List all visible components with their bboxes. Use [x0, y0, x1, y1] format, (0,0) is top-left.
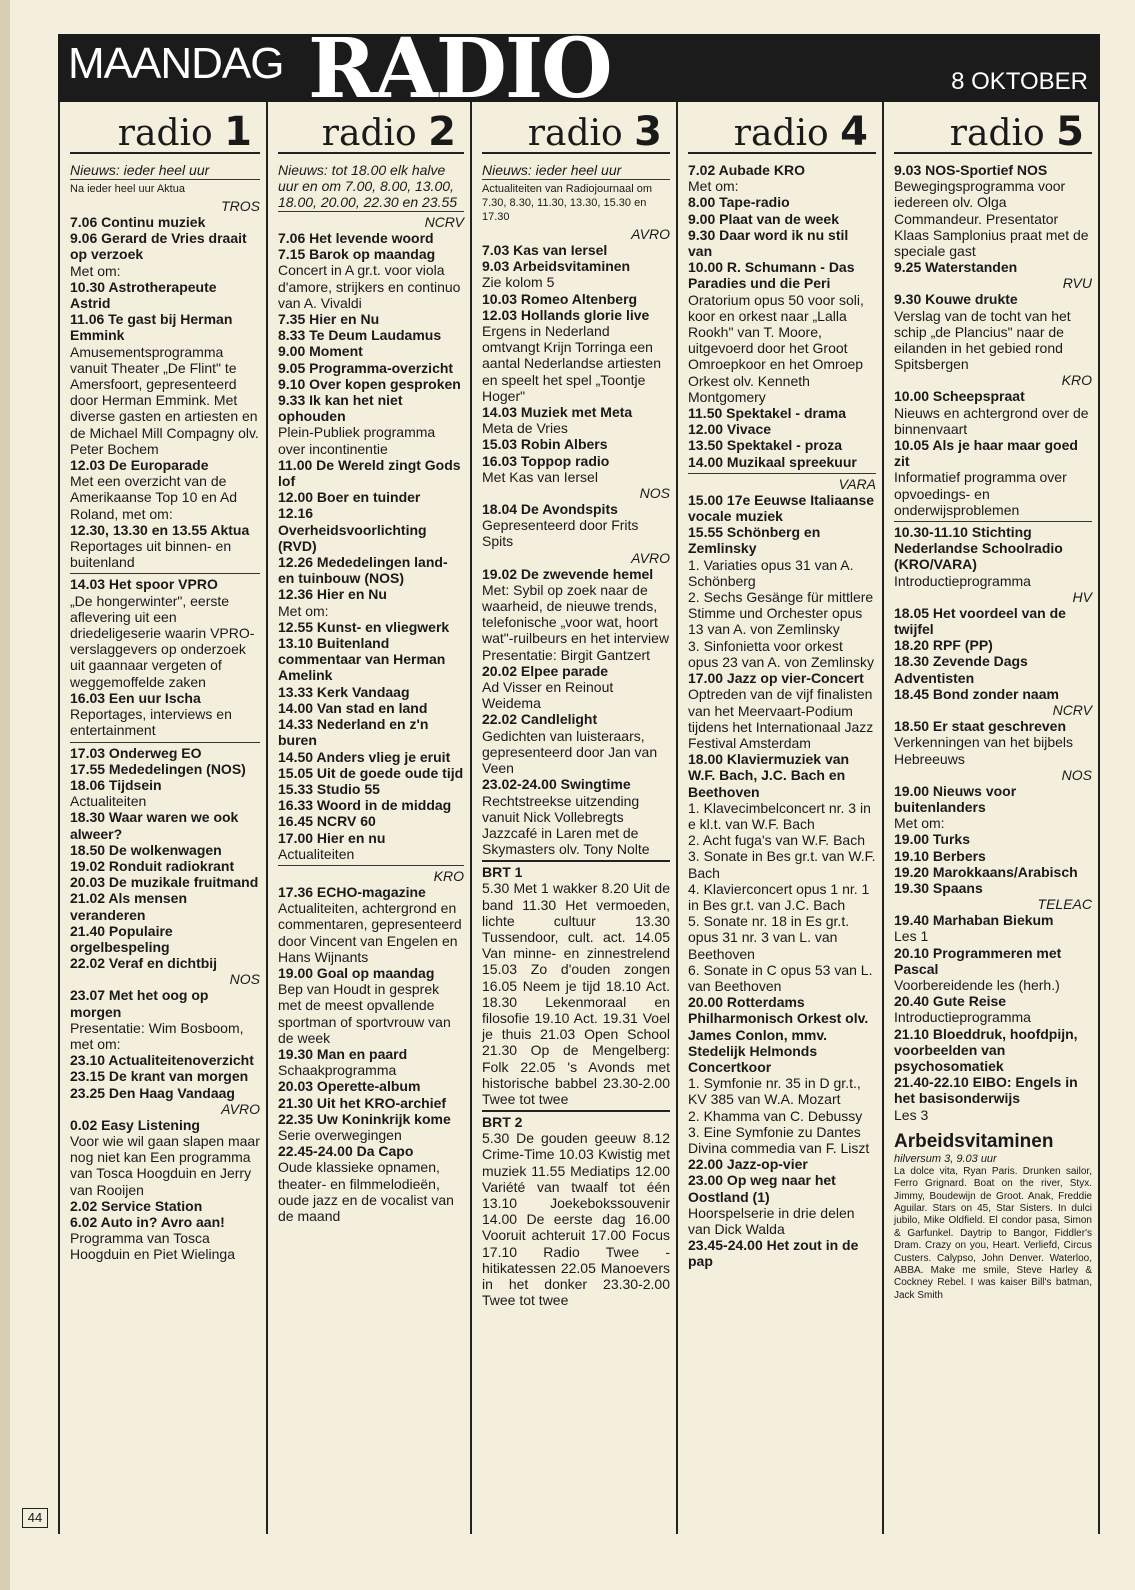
- program-line: 21.30 Uit het KRO-archief: [278, 1094, 447, 1111]
- broadcaster-label: NOS: [639, 485, 670, 502]
- program-line: 12.55 Kunst- en vliegwerk: [278, 618, 450, 635]
- program-line: 11.06 Te gast bij Herman Emmink: [70, 311, 233, 344]
- program-line: Met om:: [688, 178, 739, 195]
- program-line: 1. Symfonie nr. 35 in D gr.t., KV 385 van W.A. Mozart: [688, 1075, 861, 1108]
- program-line: 14.00 Van stad en land: [278, 699, 428, 716]
- program-line: 10.30-11.10 Stichting Nederlandse Schoolradio (KRO/VARA): [894, 524, 1063, 573]
- program-line: Reportages uit binnen- en buitenland: [70, 538, 232, 571]
- program-line: 3. Sonate in Bes gr.t. van W.F. Bach: [688, 848, 876, 881]
- column-radio-2: [266, 102, 470, 1534]
- program-line: Optreden van de vijf finalisten van het Meervaart-Podium tijdens het Internationaal Jazz Festival Amsterdam: [688, 686, 874, 751]
- program-line: 22.00 Jazz-op-vier: [688, 1156, 808, 1173]
- program-line: Programma van Tosca Hoogduin en Piet Wielinga: [70, 1230, 235, 1263]
- program-line: 20.10 Programmeren met Pascal: [894, 944, 1062, 977]
- program-line: 16.03 Toppop radio: [482, 452, 610, 469]
- program-line: 13.50 Spektakel - proza: [688, 437, 843, 454]
- program-line: Plein-Publiek programma over incontinentie: [278, 424, 436, 457]
- program-line: 12.36 Hier en Nu: [278, 586, 387, 603]
- box-title: Arbeidsvitaminen: [894, 1130, 1054, 1152]
- program-line: 14.33 Nederland en z'n buren: [278, 716, 429, 749]
- program-list: [482, 162, 670, 1308]
- program-line: Verslag van de tocht van het schip „de Plancius" naar de eilanden in het gebied rond Spitsbergen: [894, 307, 1071, 373]
- program-line: 3. Sinfonietta voor orkest opus 23 van A. von Zemlinsky: [688, 637, 874, 670]
- program-line: Oude klassieke opnamen, theater- en filmmelodieën, oude jazz en de vocalist van de maand: [278, 1159, 454, 1224]
- program-line: 4. Klavierconcert opus 1 nr. 1 in Bes gr.t. van J.C. Bach: [688, 880, 870, 913]
- program-line: Voorbereidende les (herh.): [894, 976, 1060, 993]
- program-line: 12.30, 13.30 en 13.55 Aktua: [70, 521, 250, 538]
- column-radio-1: [58, 102, 266, 1534]
- program-line: Reportages, interviews en entertainment: [70, 706, 232, 739]
- program-line: 23.00 Op weg naar het Oostland (1): [688, 1172, 836, 1205]
- program-line: Actualiteiten: [278, 845, 355, 862]
- program-line: 7.35 Hier en Nu: [278, 311, 380, 328]
- program-paragraph: 5.30 Met 1 wakker 8.20 Uit de band 11.30 Het vermoeden, lichte cultuur 13.30 Tussendoor, cult. act. 14.05 Van minne- en zinnestrelend 15.03 Zo d'ouden zongen 16.05 Neem je tijd 18.10 Act. 18.30 Lekenmoraal en filosofie 19.10 Act. 19.31 Voel je thuis 21.03 Open School 21.30 Op de Mengelberg: Folk 22.05 's Avonds met historische babbel 23.30-2.00 Twee tot twee: [482, 880, 670, 1107]
- program-line: 1. Variaties opus 31 van A. Schönberg: [688, 556, 854, 589]
- broadcaster-label: TELEAC: [1037, 896, 1092, 913]
- program-line: 15.55 Schönberg en Zemlinsky: [688, 524, 821, 557]
- program-line: Zie kolom 5: [482, 274, 555, 291]
- program-line: 14.00 Muzikaal spreekuur: [688, 453, 857, 470]
- program-line: 22.35 Uw Koninkrijk kome: [278, 1110, 451, 1127]
- broadcaster-label: VARA: [838, 475, 876, 492]
- program-line: 18.00 Klaviermuziek van W.F. Bach, J.C. Bach en Beethoven: [688, 751, 850, 800]
- program-line: Meta de Vries: [482, 420, 568, 437]
- program-line: 19.02 De zwevende hemel: [482, 565, 654, 582]
- divider: [688, 473, 876, 474]
- program-line: 18.04 De Avondspits: [482, 501, 618, 518]
- program-line: 18.50 De wolkenwagen: [70, 841, 222, 858]
- banner-day: MAANDAG: [68, 39, 284, 88]
- program-line: 0.02 Easy Listening: [70, 1116, 200, 1133]
- program-line: 7.06 Het levende woord: [278, 230, 434, 246]
- column-header: radio 4: [688, 102, 876, 154]
- program-line: Bewegingsprogramma voor iedereen olv. Olga Commandeur. Presentator Klaas Samplonius praat met de speciale gast: [894, 178, 1089, 260]
- program-line: 1. Klavecimbelconcert nr. 3 in e kl.t. van W.F. Bach: [688, 799, 871, 832]
- program-line: 9.10 Over kopen gesproken: [278, 375, 461, 392]
- program-line: 12.00 Boer en tuinder: [278, 489, 421, 506]
- station-heading: BRT 2: [482, 1110, 670, 1130]
- column-radio-5: [882, 102, 1100, 1534]
- broadcaster-label: NOS: [229, 971, 260, 988]
- program-line: 15.00 17e Eeuwse Italiaanse vocale muziek: [688, 491, 875, 525]
- program-line: 6. Sonate in C opus 53 van L. van Beethoven: [688, 961, 873, 994]
- program-line: 20.03 De muzikale fruitmand: [70, 874, 259, 891]
- program-line: 13.33 Kerk Vandaag: [278, 683, 410, 700]
- program-line: Actualiteiten, achtergrond en commentaren, gepresenteerd door Vincent van Engelen en Hans Wijnants: [278, 900, 462, 965]
- program-line: 23.15 De krant van morgen: [70, 1068, 249, 1085]
- broadcaster-label: RVU: [1062, 275, 1092, 292]
- program-line: Met: Sybil op zoek naar de waarheid, de nieuwe trends, telefonische „voor wat, hoort wat"-ruilbeurs en het interview Presentatie: Birgit Gantzert: [482, 581, 670, 663]
- program-line: Concert in A gr.t. voor viola d'amore, strijkers en continuo van A. Vivaldi: [278, 262, 461, 311]
- program-line: Introductieprogramma: [894, 1009, 1031, 1026]
- program-line: 21.02 Als mensen veranderen: [70, 890, 187, 923]
- column-header: radio 1: [70, 102, 260, 154]
- divider: [70, 573, 260, 574]
- broadcaster-label: NCRV: [424, 214, 464, 230]
- program-line: 15.33 Studio 55: [278, 780, 380, 797]
- program-line: 7.15 Barok op maandag: [278, 246, 436, 263]
- program-line: 19.00 Goal op maandag: [278, 964, 435, 981]
- program-list: [278, 162, 464, 1224]
- divider: [278, 865, 464, 866]
- broadcaster-label: AVRO: [221, 1100, 260, 1117]
- program-line: 7.02 Aubade KRO: [688, 162, 805, 178]
- program-line: Les 1: [894, 928, 929, 945]
- broadcaster-label: NCRV: [1052, 702, 1092, 719]
- program-line: 17.36 ECHO-magazine: [278, 883, 426, 900]
- news-subnote: Na ieder heel uur Aktua: [70, 183, 185, 195]
- program-line: „De hongerwinter", eerste aflevering uit een driedeligeserie waarin VPRO-verslaggevers op onderzoek uit gaannaar vergeten of weggemoffelde zaken: [70, 592, 255, 690]
- broadcaster-label: AVRO: [631, 549, 670, 566]
- program-line: 10.05 Als je haar maar goed zit: [894, 437, 1078, 470]
- program-line: 9.25 Waterstanden: [894, 259, 1018, 276]
- program-line: 19.02 Ronduit radiokrant: [70, 857, 235, 874]
- program-line: 17.55 Mededelingen (NOS): [70, 760, 246, 777]
- program-line: 12.16 Overheidsvoorlichting (RVD): [278, 505, 427, 554]
- news-note: Nieuws: ieder heel uur: [482, 162, 670, 180]
- program-line: 14.03 Muziek met Meta: [482, 404, 633, 421]
- program-line: 12.00 Vivace: [688, 421, 772, 438]
- divider: [894, 521, 1092, 522]
- program-line: Ergens in Nederland omtvangt Krijn Torringa een aantal Nederlandse artiesten en speelt het spel „Toontje Hoger": [482, 323, 662, 404]
- program-line: 3. Eine Symfonie zu Dantes Divina commedia van F. Liszt: [688, 1123, 870, 1156]
- program-line: 18.30 Zevende Dags Adventisten: [894, 653, 1028, 686]
- box-text: La dolce vita, Ryan Paris. Drunken sailor, Ferro Grignard. Boat on the river, Styx. Jimmy, Boudewijn de Groot. Anak, Freddie Aguilar. Stars on 45, Star Sisters. In dulci jubilo, Mike Oldfield. El condor pasa, Simon & Garfunkel. Daytrip to Bangor, Fiddler's Dram. Crazy on you, Heart. Verliefd, Circus Custers. Calypso, John Denver. Waterloo, ABBA. Make me smile, Steve Harley & Cockney Rebel. I was kaiser Bill's batman, Jack Smith: [894, 1165, 1092, 1301]
- program-line: 23.07 Met het oog op morgen: [70, 987, 209, 1020]
- column-header: radio 5: [894, 102, 1092, 154]
- program-line: Gedichten van luisteraars, gepresenteerd door Jan van Veen: [482, 727, 658, 777]
- program-line: 23.02-24.00 Swingtime: [482, 776, 631, 793]
- program-line: Met om:: [70, 262, 121, 279]
- news-subnote: Actualiteiten van Radiojournaal om 7.30, 8.30, 11.30, 13.30, 15.30 en 17.30: [482, 183, 652, 223]
- schedule-columns: [58, 102, 1100, 1534]
- program-line: 18.45 Bond zonder naam: [894, 685, 1059, 702]
- program-line: 17.00 Jazz op vier-Concert: [688, 670, 864, 687]
- program-line: Introductieprogramma: [894, 572, 1031, 589]
- program-line: 15.03 Robin Albers: [482, 436, 608, 453]
- program-list: [70, 162, 260, 1263]
- program-list: [894, 162, 1092, 1123]
- program-line: 20.03 Operette-album: [278, 1078, 421, 1095]
- program-line: 7.06 Continu muziek: [70, 214, 206, 230]
- program-line: 9.03 Arbeidsvitaminen: [482, 258, 631, 275]
- broadcaster-label: HV: [1072, 588, 1092, 605]
- program-line: 7.03 Kas van Iersel: [482, 242, 608, 258]
- program-line: 23.25 Den Haag Vandaag: [70, 1084, 235, 1101]
- program-line: 9.05 Programma-overzicht: [278, 359, 454, 376]
- program-line: Les 3: [894, 1106, 929, 1123]
- program-line: 18.06 Tijdsein: [70, 776, 162, 793]
- program-line: 14.03 Het spoor VPRO: [70, 576, 218, 593]
- program-line: Verkenningen van het bijbels Hebreeuws: [894, 734, 1074, 767]
- program-line: 19.00 Nieuws voor buitenlanders: [894, 782, 1017, 815]
- program-line: 9.03 NOS-Sportief NOS: [894, 162, 1048, 178]
- program-line: 16.03 Een uur Ischa: [70, 689, 201, 706]
- column-radio-3: [470, 102, 676, 1534]
- divider: [70, 742, 260, 743]
- program-line: 10.00 Scheepspraat: [894, 388, 1025, 405]
- program-line: Met Kas van Iersel: [482, 468, 598, 485]
- page-number: 44: [22, 1508, 48, 1528]
- program-line: 12.03 Hollands glorie live: [482, 306, 650, 323]
- program-line: 18.50 Er staat geschreven: [894, 718, 1066, 735]
- program-line: 11.00 De Wereld zingt Gods lof: [278, 456, 461, 490]
- column-radio-4: [676, 102, 882, 1534]
- program-line: Schaakprogramma: [278, 1062, 397, 1079]
- program-line: Rechtstreekse uitzending vanuit Nick Vollebregts Jazzcafé in Laren met de Skymasters olv. Tony Nolte: [482, 792, 650, 858]
- program-line: 12.26 Mededelingen land- en tuinbouw (NOS): [278, 554, 448, 587]
- program-paragraph: 5.30 De gouden geeuw 8.12 Crime-Time 10.03 Kwistig met muziek 11.55 Mediatips 12.00 Variété van twaalf tot één 13.10 Joekebokssouvenir 14.00 De eerste dag 16.00 Vooruit achteruit 17.00 Focus 17.10 Radio Twee - hitikatessen 22.05 Manoevers in het donker 23.30-2.00 Twee tot twee: [482, 1130, 670, 1309]
- program-line: 11.50 Spektakel - drama: [688, 405, 846, 422]
- program-line: 21.40 Populaire orgelbespeling: [70, 922, 173, 955]
- program-line: Amusementsprogramma vanuit Theater „De Flint" te Amersfoort, gepresenteerd door Herman Emmink. Met diverse gasten en artiesten en de Michael Mill Compagny olv. Peter Bochem: [70, 343, 259, 457]
- program-line: 10.03 Romeo Altenberg: [482, 290, 638, 307]
- program-line: 19.40 Marhaban Biekum: [894, 912, 1054, 929]
- program-line: 12.03 De Europarade: [70, 457, 209, 474]
- banner: [58, 34, 1100, 102]
- news-note: Nieuws: tot 18.00 elk halve uur en om 7.00, 8.00, 13.00, 18.00, 20.00, 22.30 en 23.55: [278, 162, 464, 212]
- program-line: 18.30 Waar waren we ook alweer?: [70, 809, 239, 842]
- program-line: 10.30 Astrotherapeute Astrid: [70, 278, 217, 312]
- program-line: Bep van Houdt in gesprek met de meest opvallende sportman of sportvrouw van de week: [278, 981, 451, 1046]
- banner-date: 8 OKTOBER: [951, 68, 1088, 95]
- broadcaster-label: KRO: [433, 867, 464, 884]
- program-line: Gepresenteerd door Frits Spits: [482, 517, 639, 550]
- program-line: 22.45-24.00 Da Capo: [278, 1143, 414, 1160]
- program-line: 14.50 Anders vlieg je eruit: [278, 748, 451, 765]
- program-line: 22.02 Veraf en dichtbij: [70, 955, 218, 972]
- program-line: 15.05 Uit de goede oude tijd: [278, 764, 464, 781]
- program-line: 9.30 Kouwe drukte: [894, 291, 1018, 308]
- program-line: Met om:: [278, 602, 329, 619]
- news-note: Nieuws: ieder heel uur: [70, 162, 260, 180]
- banner-title: RADIO: [308, 34, 611, 102]
- program-line: 17.00 Hier en nu: [278, 829, 386, 846]
- program-line: 2. Acht fuga's van W.F. Bach: [688, 832, 865, 849]
- column-header: radio 3: [482, 102, 670, 154]
- broadcaster-label: TROS: [221, 198, 260, 214]
- program-line: 20.00 Rotterdams Philharmonisch Orkest olv. James Conlon, mmv. Stedelijk Helmonds Concertkoor: [688, 994, 869, 1075]
- program-line: 21.40-22.10 EIBO: Engels in het basisonderwijs: [894, 1074, 1078, 1107]
- program-line: 9.33 Ik kan het niet ophouden: [278, 392, 403, 425]
- broadcaster-label: KRO: [1061, 372, 1092, 389]
- program-line: Ad Visser en Reinout Weidema: [482, 679, 614, 712]
- program-line: 18.05 Het voordeel van de twijfel: [894, 604, 1066, 638]
- program-line: Nieuws en achtergrond over de binnenvaart: [894, 404, 1089, 437]
- program-line: 8.33 Te Deum Laudamus: [278, 327, 442, 344]
- program-line: 5. Sonate nr. 18 in Es gr.t. opus 31 nr. 3 van L. van Beethoven: [688, 913, 850, 962]
- program-line: Informatief programma over opvoedings- en onderwijsproblemen: [894, 469, 1067, 518]
- program-line: 2. Sechs Gesänge für mittlere Stimme und Orchester opus 13 van A. von Zemlinsky: [688, 589, 874, 638]
- program-line: 16.33 Woord in de middag: [278, 797, 452, 814]
- page-edge: [0, 0, 10, 1590]
- program-line: 18.20 RPF (PP): [894, 637, 993, 654]
- program-line: 23.10 Actualiteitenoverzicht: [70, 1052, 254, 1069]
- program-line: Hoorspelserie in drie delen van Dick Walda: [688, 1204, 855, 1237]
- program-line: 19.20 Marokkaans/Arabisch: [894, 863, 1078, 880]
- program-line: Oratorium opus 50 voor soli, koor en orkest naar „Lalla Rookh" van T. Moore, uitgevoerd door het Groot Omroepkoor en het Omroep Orkest olv. Kenneth Montgomery: [688, 291, 864, 405]
- program-line: 20.40 Gute Reise: [894, 993, 1007, 1010]
- program-line: 20.02 Elpee parade: [482, 662, 609, 679]
- program-line: Voor wie wil gaan slapen maar nog niet kan Een programma van Tosca Hoogduin en Jerry van Rooijen: [70, 1132, 260, 1198]
- broadcaster-label: NOS: [1061, 766, 1092, 783]
- program-line: 2.02 Service Station: [70, 1197, 203, 1214]
- program-line: 23.45-24.00 Het zout in de pap: [688, 1237, 859, 1270]
- program-line: 9.00 Plaat van de week: [688, 210, 839, 227]
- program-line: 13.10 Buitenland commentaar van Herman Amelink: [278, 635, 446, 684]
- program-line: 8.00 Tape-radio: [688, 194, 790, 211]
- program-line: 19.30 Man en paard: [278, 1045, 408, 1062]
- program-line: 21.10 Bloeddruk, hoofdpijn, voorbeelden van psychosomatiek: [894, 1025, 1078, 1074]
- program-line: 22.02 Candlelight: [482, 711, 598, 728]
- program-line: 2. Khamma van C. Debussy: [688, 1107, 863, 1124]
- program-line: 16.45 NCRV 60: [278, 813, 376, 830]
- column-header: radio 2: [278, 102, 464, 154]
- program-line: 9.06 Gerard de Vries draait op verzoek: [70, 230, 247, 263]
- program-line: 9.30 Daar word ik nu stil van: [688, 226, 849, 260]
- program-line: 9.00 Moment: [278, 343, 363, 360]
- program-line: Met een overzicht van de Amerikaanse Top 10 en Ad Roland, met om:: [70, 473, 238, 522]
- program-line: 19.10 Berbers: [894, 847, 986, 864]
- program-line: 10.00 R. Schumann - Das Paradies und die Peri: [688, 259, 855, 292]
- program-list: [688, 162, 876, 1270]
- program-line: Serie overwegingen: [278, 1126, 402, 1143]
- program-line: 6.02 Auto in? Avro aan!: [70, 1213, 225, 1230]
- program-line: 17.03 Onderweg EO: [70, 744, 202, 761]
- program-line: Met om:: [894, 815, 945, 832]
- arbeidsvitaminen-box: [894, 1131, 1092, 1302]
- program-line: 19.00 Turks: [894, 831, 971, 848]
- program-line: Presentatie: Wim Bosboom, met om:: [70, 1019, 244, 1052]
- station-heading: BRT 1: [482, 860, 670, 880]
- box-subtitle: hilversum 3, 9.03 uur: [894, 1152, 997, 1165]
- broadcaster-label: AVRO: [631, 226, 670, 242]
- program-line: Actualiteiten: [70, 793, 147, 810]
- program-line: 19.30 Spaans: [894, 879, 983, 896]
